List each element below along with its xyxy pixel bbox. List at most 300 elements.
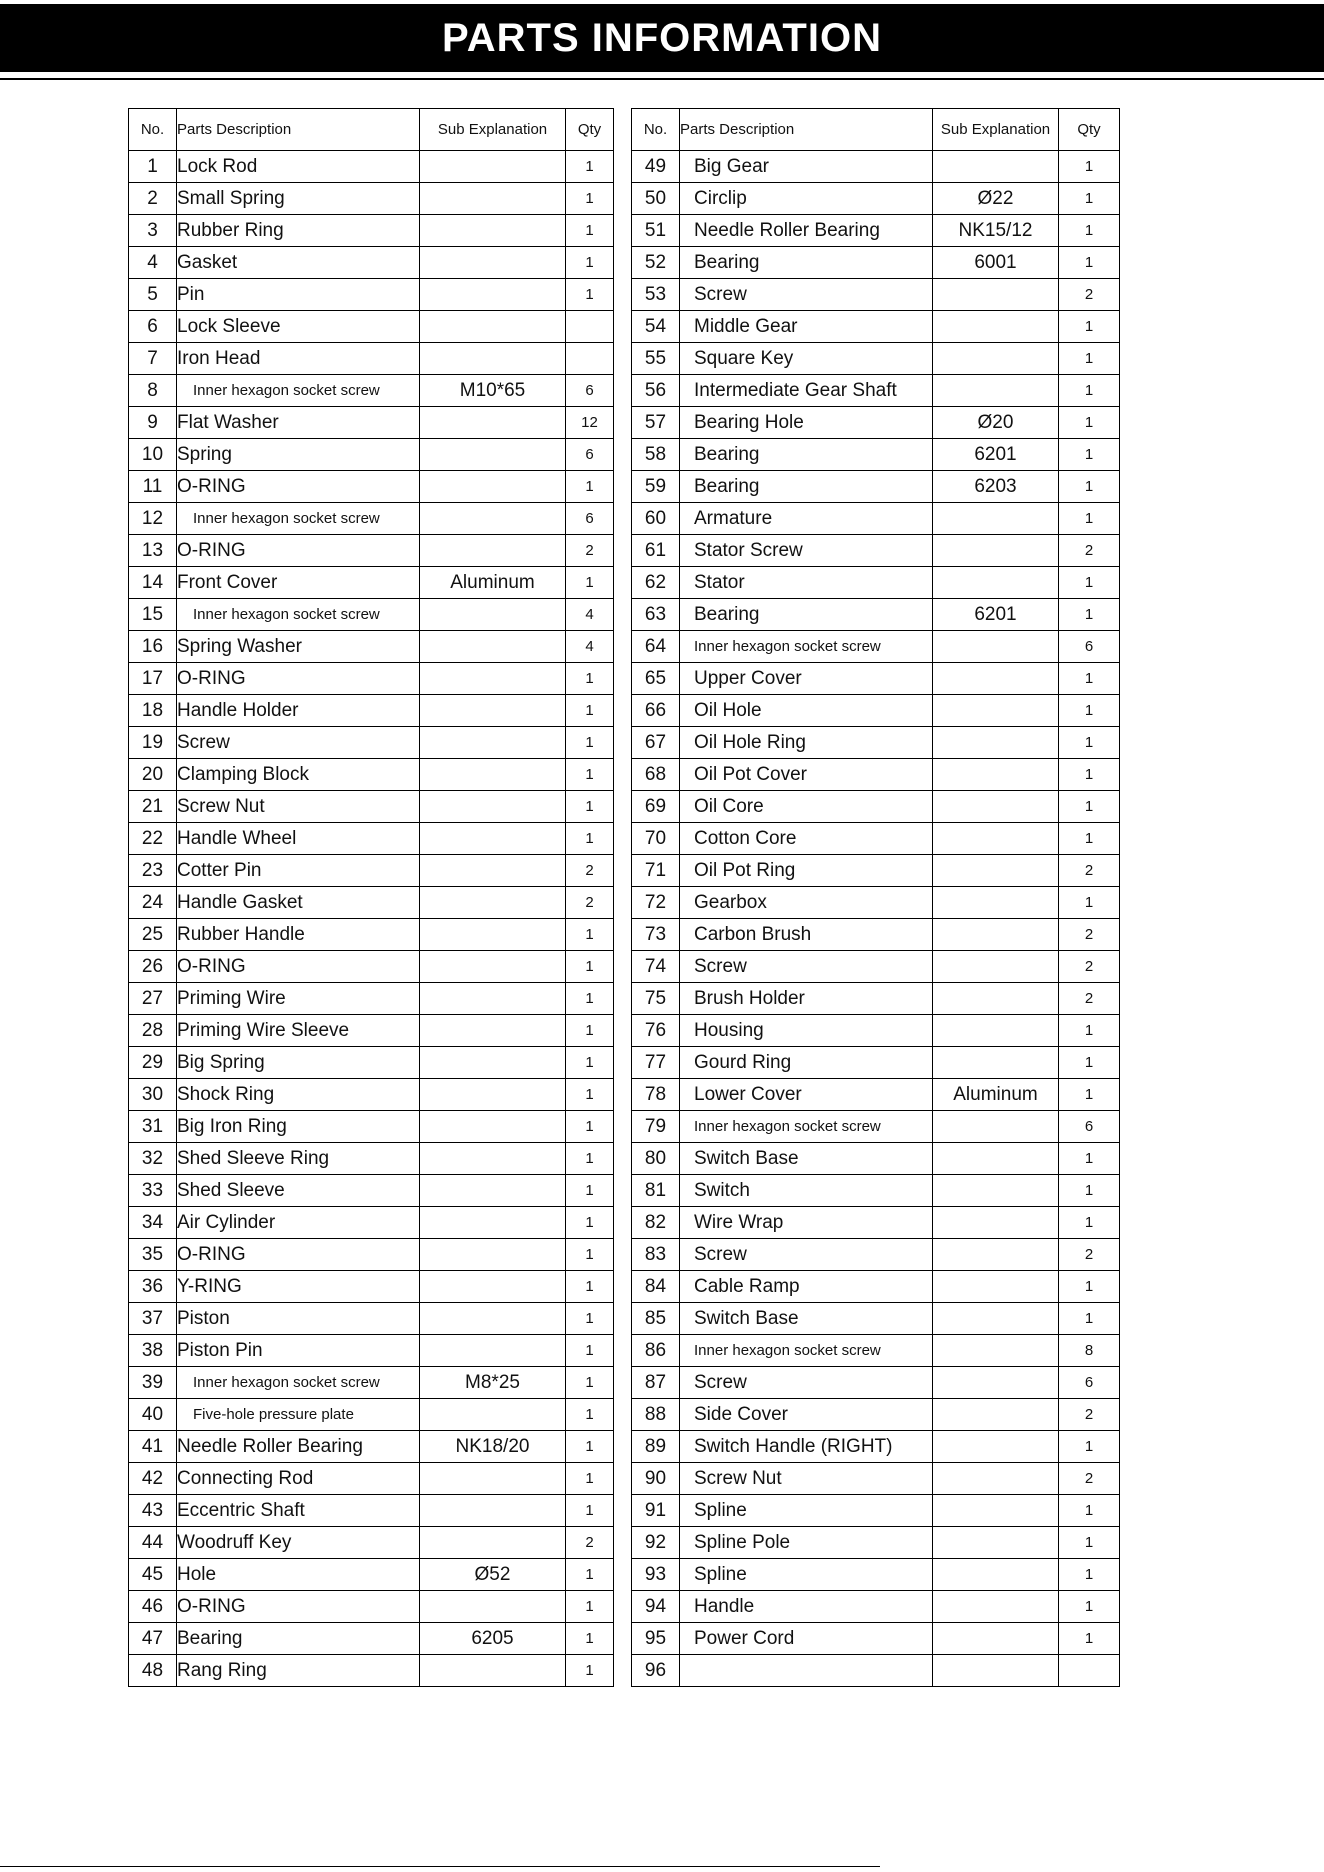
part-description: Iron Head [177, 343, 420, 375]
part-qty: 1 [566, 1335, 614, 1367]
part-qty: 1 [1059, 727, 1120, 759]
table-row [632, 407, 1120, 439]
title-underline [0, 78, 1324, 80]
table-row [129, 183, 614, 215]
part-number: 12 [129, 503, 177, 535]
part-qty: 1 [566, 215, 614, 247]
part-qty: 1 [1059, 1431, 1120, 1463]
part-description: Inner hexagon socket screw [177, 1367, 420, 1399]
part-qty: 1 [566, 727, 614, 759]
part-qty: 1 [1059, 791, 1120, 823]
part-description: Stator Screw [680, 535, 933, 567]
part-number: 67 [632, 727, 680, 759]
part-number: 16 [129, 631, 177, 663]
part-number: 82 [632, 1207, 680, 1239]
part-number: 10 [129, 439, 177, 471]
part-description: Priming Wire Sleeve [177, 1015, 420, 1047]
part-number: 26 [129, 951, 177, 983]
part-qty: 2 [1059, 535, 1120, 567]
part-sub-explanation [933, 823, 1059, 855]
parts-table-left [128, 108, 614, 1687]
part-sub-explanation [420, 535, 566, 567]
part-number: 7 [129, 343, 177, 375]
table-row [129, 375, 614, 407]
part-number: 74 [632, 951, 680, 983]
part-qty: 1 [566, 791, 614, 823]
part-qty: 1 [566, 1655, 614, 1687]
part-qty: 1 [1059, 215, 1120, 247]
part-sub-explanation [420, 1015, 566, 1047]
table-row [632, 1015, 1120, 1047]
part-sub-explanation [420, 663, 566, 695]
table-row [129, 951, 614, 983]
part-number: 55 [632, 343, 680, 375]
part-qty: 1 [566, 663, 614, 695]
title-bar [0, 4, 1324, 72]
part-sub-explanation [420, 951, 566, 983]
table-row [129, 1463, 614, 1495]
part-number: 60 [632, 503, 680, 535]
part-number: 27 [129, 983, 177, 1015]
table-row [129, 823, 614, 855]
part-number: 83 [632, 1239, 680, 1271]
part-qty: 1 [566, 567, 614, 599]
part-description: Bearing [680, 471, 933, 503]
part-description: Woodruff Key [177, 1527, 420, 1559]
part-qty: 4 [566, 631, 614, 663]
part-qty: 1 [566, 695, 614, 727]
part-sub-explanation [933, 1111, 1059, 1143]
part-qty: 1 [566, 1367, 614, 1399]
part-number: 45 [129, 1559, 177, 1591]
table-row [129, 471, 614, 503]
table-row [632, 1111, 1120, 1143]
part-number: 30 [129, 1079, 177, 1111]
part-number: 32 [129, 1143, 177, 1175]
part-sub-explanation [420, 1239, 566, 1271]
table-row [632, 791, 1120, 823]
part-description: Inner hexagon socket screw [680, 1111, 933, 1143]
part-sub-explanation [420, 887, 566, 919]
part-sub-explanation [420, 1079, 566, 1111]
part-number: 77 [632, 1047, 680, 1079]
part-qty: 1 [1059, 887, 1120, 919]
part-number: 22 [129, 823, 177, 855]
part-description: Big Spring [177, 1047, 420, 1079]
part-description: Carbon Brush [680, 919, 933, 951]
part-qty: 1 [1059, 1527, 1120, 1559]
part-qty: 8 [1059, 1335, 1120, 1367]
part-sub-explanation: NK15/12 [933, 215, 1059, 247]
part-description: Bearing [680, 439, 933, 471]
part-number: 48 [129, 1655, 177, 1687]
part-description: Shed Sleeve [177, 1175, 420, 1207]
part-number: 76 [632, 1015, 680, 1047]
part-sub-explanation [933, 1463, 1059, 1495]
part-qty: 1 [1059, 1623, 1120, 1655]
part-qty: 6 [566, 503, 614, 535]
part-sub-explanation [420, 503, 566, 535]
part-number: 78 [632, 1079, 680, 1111]
part-sub-explanation: Aluminum [933, 1079, 1059, 1111]
part-qty: 6 [1059, 1367, 1120, 1399]
part-number: 80 [632, 1143, 680, 1175]
part-qty: 1 [566, 1047, 614, 1079]
part-description: Lock Sleeve [177, 311, 420, 343]
part-sub-explanation [933, 727, 1059, 759]
part-sub-explanation [933, 631, 1059, 663]
table-row [632, 1399, 1120, 1431]
part-sub-explanation [933, 1207, 1059, 1239]
part-qty: 1 [566, 279, 614, 311]
table-row [632, 535, 1120, 567]
part-sub-explanation: Ø52 [420, 1559, 566, 1591]
part-sub-explanation [420, 1111, 566, 1143]
part-description: Gourd Ring [680, 1047, 933, 1079]
table-row [129, 1559, 614, 1591]
part-description: Small Spring [177, 183, 420, 215]
part-description: Screw [177, 727, 420, 759]
part-qty: 1 [1059, 567, 1120, 599]
part-qty: 1 [1059, 471, 1120, 503]
part-sub-explanation [420, 183, 566, 215]
part-description: Oil Pot Cover [680, 759, 933, 791]
part-sub-explanation [933, 1271, 1059, 1303]
part-description: Cotter Pin [177, 855, 420, 887]
part-number: 14 [129, 567, 177, 599]
part-qty: 1 [1059, 1303, 1120, 1335]
part-sub-explanation [420, 311, 566, 343]
part-sub-explanation [420, 1143, 566, 1175]
part-number: 44 [129, 1527, 177, 1559]
part-sub-explanation [420, 1207, 566, 1239]
part-description: Circlip [680, 183, 933, 215]
table-row [632, 343, 1120, 375]
part-description: Big Iron Ring [177, 1111, 420, 1143]
table-row [632, 1143, 1120, 1175]
part-description: Eccentric Shaft [177, 1495, 420, 1527]
table-row [632, 631, 1120, 663]
part-sub-explanation [420, 983, 566, 1015]
table-row [129, 759, 614, 791]
part-description: Wire Wrap [680, 1207, 933, 1239]
part-qty: 1 [566, 1399, 614, 1431]
part-number: 64 [632, 631, 680, 663]
column-header-no: No. [632, 109, 680, 151]
part-sub-explanation [933, 503, 1059, 535]
column-header-no: No. [129, 109, 177, 151]
part-sub-explanation [933, 1399, 1059, 1431]
part-number: 61 [632, 535, 680, 567]
table-row [632, 1495, 1120, 1527]
table-row [129, 535, 614, 567]
table-row [129, 1335, 614, 1367]
part-description: Inner hexagon socket screw [680, 1335, 933, 1367]
table-row [632, 1271, 1120, 1303]
table-row [129, 1655, 614, 1687]
part-qty: 1 [566, 1079, 614, 1111]
column-header-description: Parts Description [177, 109, 420, 151]
part-sub-explanation [420, 823, 566, 855]
part-qty: 1 [566, 1559, 614, 1591]
part-number: 2 [129, 183, 177, 215]
table-header-row [129, 109, 614, 151]
part-sub-explanation [933, 1527, 1059, 1559]
part-qty: 1 [566, 1303, 614, 1335]
part-qty: 12 [566, 407, 614, 439]
part-number: 19 [129, 727, 177, 759]
table-row [632, 1463, 1120, 1495]
part-qty: 1 [566, 951, 614, 983]
part-qty: 1 [566, 759, 614, 791]
part-sub-explanation [420, 1495, 566, 1527]
part-qty [566, 343, 614, 375]
table-row [632, 983, 1120, 1015]
part-number: 90 [632, 1463, 680, 1495]
part-sub-explanation [420, 1591, 566, 1623]
part-number: 93 [632, 1559, 680, 1591]
part-sub-explanation [933, 535, 1059, 567]
part-qty: 1 [566, 471, 614, 503]
part-sub-explanation [933, 1495, 1059, 1527]
table-row [632, 823, 1120, 855]
part-qty: 2 [566, 1527, 614, 1559]
part-number: 86 [632, 1335, 680, 1367]
table-row [129, 1623, 614, 1655]
part-sub-explanation [933, 375, 1059, 407]
part-description: O-RING [177, 535, 420, 567]
table-row [129, 695, 614, 727]
part-sub-explanation [933, 855, 1059, 887]
part-number: 47 [129, 1623, 177, 1655]
part-sub-explanation [933, 1623, 1059, 1655]
part-number: 62 [632, 567, 680, 599]
part-sub-explanation: 6203 [933, 471, 1059, 503]
table-row [129, 1399, 614, 1431]
part-sub-explanation: M10*65 [420, 375, 566, 407]
part-number: 49 [632, 151, 680, 183]
part-description: Armature [680, 503, 933, 535]
table-row [632, 887, 1120, 919]
part-qty: 1 [1059, 151, 1120, 183]
part-number: 40 [129, 1399, 177, 1431]
part-sub-explanation [933, 983, 1059, 1015]
part-qty: 1 [1059, 1047, 1120, 1079]
part-qty: 2 [566, 855, 614, 887]
part-number: 1 [129, 151, 177, 183]
part-qty: 1 [1059, 247, 1120, 279]
part-description: Piston [177, 1303, 420, 1335]
part-qty: 1 [1059, 663, 1120, 695]
part-description: Five-hole pressure plate [177, 1399, 420, 1431]
part-number: 71 [632, 855, 680, 887]
part-number: 11 [129, 471, 177, 503]
part-number: 92 [632, 1527, 680, 1559]
part-number: 28 [129, 1015, 177, 1047]
table-row [632, 1303, 1120, 1335]
table-row [632, 151, 1120, 183]
part-description: O-RING [177, 1591, 420, 1623]
part-description: Clamping Block [177, 759, 420, 791]
part-sub-explanation [933, 951, 1059, 983]
part-qty: 1 [566, 1623, 614, 1655]
column-header-description: Parts Description [680, 109, 933, 151]
part-description: Bearing [680, 247, 933, 279]
part-description: Cable Ramp [680, 1271, 933, 1303]
part-description: Shock Ring [177, 1079, 420, 1111]
part-number: 39 [129, 1367, 177, 1399]
part-number: 46 [129, 1591, 177, 1623]
table-row [129, 1431, 614, 1463]
table-row [129, 1303, 614, 1335]
part-sub-explanation [933, 1367, 1059, 1399]
table-row [129, 855, 614, 887]
column-header-sub-explanation: Sub Explanation [420, 109, 566, 151]
part-qty: 1 [1059, 1079, 1120, 1111]
table-row [632, 1047, 1120, 1079]
table-row [632, 1559, 1120, 1591]
parts-table-right [631, 108, 1120, 1687]
part-qty: 1 [566, 1463, 614, 1495]
table-row [632, 1079, 1120, 1111]
part-sub-explanation [420, 1399, 566, 1431]
part-sub-explanation [420, 407, 566, 439]
part-description: Oil Hole [680, 695, 933, 727]
part-description: Piston Pin [177, 1335, 420, 1367]
part-number: 66 [632, 695, 680, 727]
table-row [632, 1239, 1120, 1271]
table-row [632, 375, 1120, 407]
part-qty: 1 [1059, 311, 1120, 343]
part-qty: 1 [566, 823, 614, 855]
part-description: Brush Holder [680, 983, 933, 1015]
part-description: Rubber Handle [177, 919, 420, 951]
part-number: 17 [129, 663, 177, 695]
part-number: 38 [129, 1335, 177, 1367]
part-qty: 1 [1059, 375, 1120, 407]
part-number: 87 [632, 1367, 680, 1399]
part-sub-explanation: 6201 [933, 439, 1059, 471]
part-number: 95 [632, 1623, 680, 1655]
part-description: O-RING [177, 471, 420, 503]
part-qty: 1 [566, 1143, 614, 1175]
table-row [129, 503, 614, 535]
part-number: 59 [632, 471, 680, 503]
part-number: 85 [632, 1303, 680, 1335]
part-qty: 2 [1059, 983, 1120, 1015]
table-row [632, 663, 1120, 695]
table-row [632, 1175, 1120, 1207]
part-qty: 1 [1059, 1015, 1120, 1047]
part-number: 20 [129, 759, 177, 791]
table-row [129, 727, 614, 759]
part-number: 75 [632, 983, 680, 1015]
part-description: Screw Nut [177, 791, 420, 823]
table-row [632, 759, 1120, 791]
part-description: Handle [680, 1591, 933, 1623]
table-row [632, 1431, 1120, 1463]
part-description: Intermediate Gear Shaft [680, 375, 933, 407]
part-sub-explanation [933, 1015, 1059, 1047]
table-row [129, 1111, 614, 1143]
part-qty: 1 [1059, 695, 1120, 727]
part-description: Spline [680, 1559, 933, 1591]
part-qty: 1 [566, 1591, 614, 1623]
part-description: Bearing [177, 1623, 420, 1655]
part-number: 8 [129, 375, 177, 407]
part-number: 13 [129, 535, 177, 567]
part-sub-explanation: Aluminum [420, 567, 566, 599]
part-sub-explanation [933, 1335, 1059, 1367]
table-row [129, 791, 614, 823]
part-qty: 4 [566, 599, 614, 631]
part-qty: 6 [566, 439, 614, 471]
part-description: Connecting Rod [177, 1463, 420, 1495]
part-sub-explanation [420, 1527, 566, 1559]
part-sub-explanation [933, 759, 1059, 791]
part-qty: 2 [566, 535, 614, 567]
table-row [632, 1527, 1120, 1559]
part-sub-explanation [933, 1239, 1059, 1271]
table-row [129, 1079, 614, 1111]
part-qty [1059, 1655, 1120, 1687]
part-qty: 1 [1059, 439, 1120, 471]
part-number: 35 [129, 1239, 177, 1271]
part-qty: 1 [1059, 1207, 1120, 1239]
part-description: Switch [680, 1175, 933, 1207]
part-qty: 1 [1059, 343, 1120, 375]
part-description: Screw [680, 951, 933, 983]
part-number: 65 [632, 663, 680, 695]
part-description: Upper Cover [680, 663, 933, 695]
part-description: Switch Handle (RIGHT) [680, 1431, 933, 1463]
part-sub-explanation [933, 1591, 1059, 1623]
part-number: 89 [632, 1431, 680, 1463]
part-sub-explanation [420, 727, 566, 759]
part-description: Inner hexagon socket screw [177, 599, 420, 631]
part-sub-explanation [933, 151, 1059, 183]
table-row [129, 1047, 614, 1079]
part-sub-explanation [933, 1047, 1059, 1079]
part-description: Pin [177, 279, 420, 311]
part-description [680, 1655, 933, 1687]
part-qty: 1 [1059, 407, 1120, 439]
table-row [632, 727, 1120, 759]
part-number: 6 [129, 311, 177, 343]
part-number: 84 [632, 1271, 680, 1303]
part-number: 53 [632, 279, 680, 311]
part-qty: 1 [566, 183, 614, 215]
footer-rule [0, 1866, 880, 1867]
part-description: Lock Rod [177, 151, 420, 183]
part-qty: 2 [1059, 1399, 1120, 1431]
table-row [129, 1175, 614, 1207]
table-row [632, 1207, 1120, 1239]
part-qty: 1 [1059, 503, 1120, 535]
part-number: 3 [129, 215, 177, 247]
column-header-qty: Qty [566, 109, 614, 151]
table-row [129, 1527, 614, 1559]
part-qty: 1 [566, 1111, 614, 1143]
part-sub-explanation [420, 1463, 566, 1495]
table-row [632, 695, 1120, 727]
part-description: Air Cylinder [177, 1207, 420, 1239]
part-description: Power Cord [680, 1623, 933, 1655]
part-sub-explanation [933, 311, 1059, 343]
part-number: 73 [632, 919, 680, 951]
table-row [129, 1367, 614, 1399]
part-description: Spring [177, 439, 420, 471]
